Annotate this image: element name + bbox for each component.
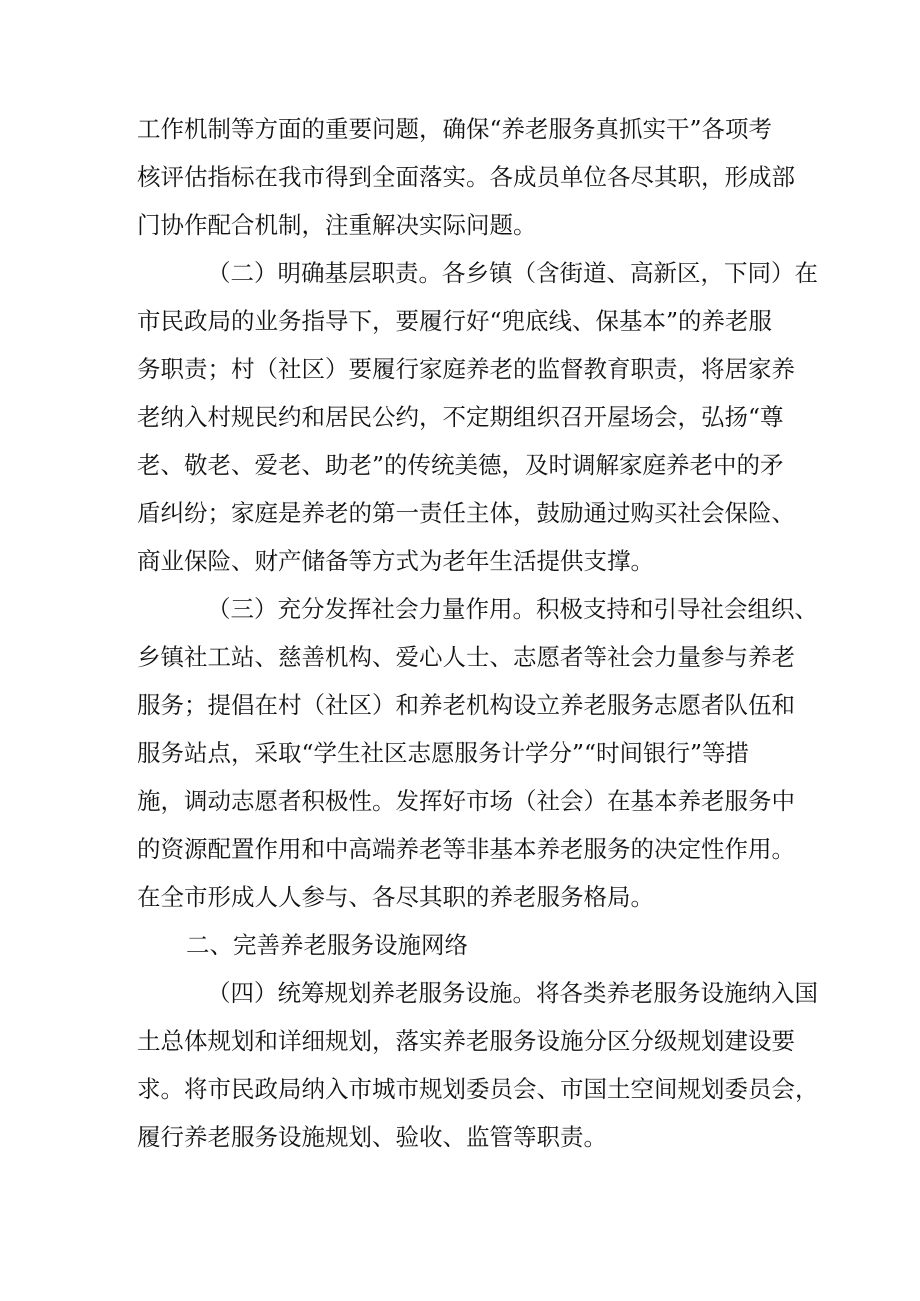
text-line: 服务；提倡在村（社区）和养老机构设立养老服务志愿者队伍和 — [137, 691, 795, 719]
text-line: 核评估指标在我市得到全面落实。各成员单位各尽其职，形成部 — [137, 163, 795, 191]
section-heading: 二、完善养老服务设施网络 — [186, 931, 468, 959]
text-line: 门协作配合机制，注重解决实际问题。 — [137, 211, 537, 239]
text-line: 履行养老服务设施规划、验收、监管等职责。 — [137, 1123, 607, 1151]
text-line: 的资源配置作用和中高端养老等非基本养老服务的决定性作用。 — [137, 835, 795, 863]
text-line: 土总体规划和详细规划，落实养老服务设施分区分级规划建设要 — [137, 1027, 795, 1055]
text-line: 盾纠纷；家庭是养老的第一责任主体，鼓励通过购买社会保险、 — [137, 499, 795, 527]
text-line: 商业保险、财产储备等方式为老年生活提供支撑。 — [137, 547, 654, 575]
paragraph-heading-line: （三）充分发挥社会力量作用。积极支持和引导社会组织、 — [207, 595, 818, 623]
text-line: 在全市形成人人参与、各尽其职的养老服务格局。 — [137, 883, 654, 911]
text-line: 务职责；村（社区）要履行家庭养老的监督教育职责，将居家养 — [137, 355, 795, 383]
text-line: 工作机制等方面的重要问题，确保“养老服务真抓实干”各项考 — [137, 115, 773, 143]
text-line: 市民政局的业务指导下，要履行好“兜底线、保基本”的养老服 — [137, 307, 773, 335]
paragraph-heading-line: （二）明确基层职责。各乡镇（含街道、高新区，下同）在 — [207, 259, 818, 287]
text-line: 老、敬老、爱老、助老”的传统美德，及时调解家庭养老中的矛 — [137, 451, 784, 479]
text-line: 施，调动志愿者积极性。发挥好市场（社会）在基本养老服务中 — [137, 787, 795, 815]
text-line: 乡镇社工站、慈善机构、爱心人士、志愿者等社会力量参与养老 — [137, 643, 795, 671]
paragraph-heading-line: （四）统筹规划养老服务设施。将各类养老服务设施纳入国 — [207, 979, 818, 1007]
text-line: 服务站点，采取“学生社区志愿服务计学分”“时间银行”等措 — [137, 739, 750, 767]
text-line: 求。将市民政局纳入市城市规划委员会、市国土空间规划委员会， — [137, 1075, 819, 1103]
text-line: 老纳入村规民约和居民公约，不定期组织召开屋场会，弘扬“尊 — [137, 403, 784, 431]
